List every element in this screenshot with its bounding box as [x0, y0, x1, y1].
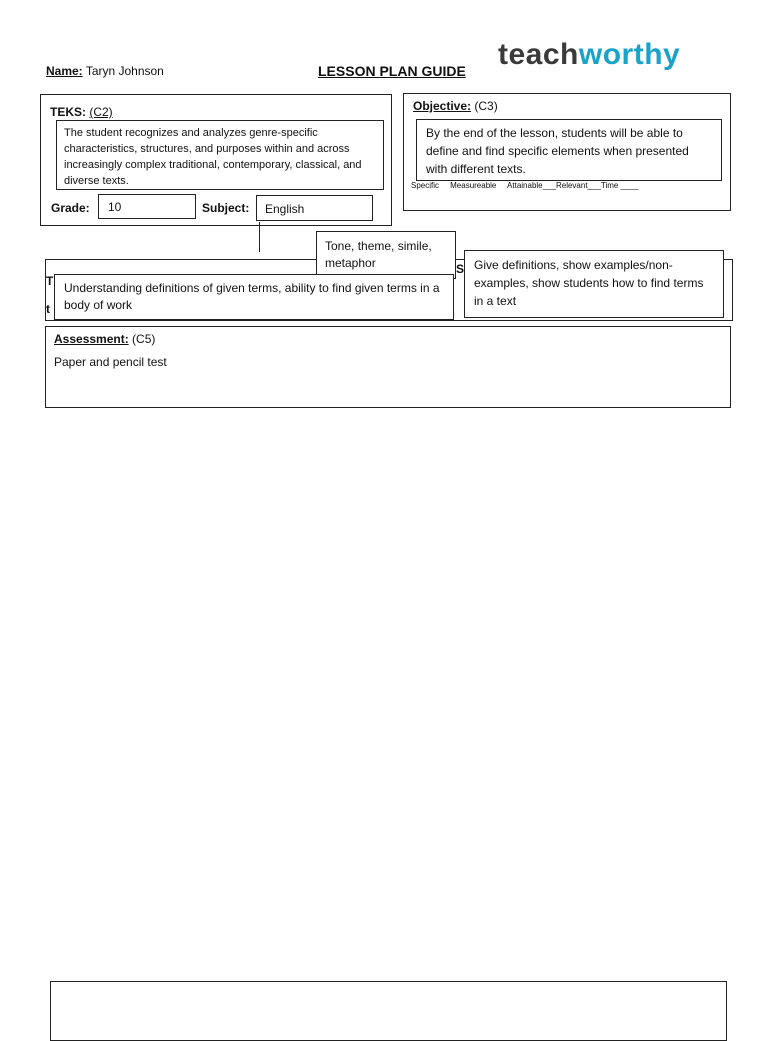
name-label: Name: — [46, 64, 83, 78]
vocabulary-field[interactable]: Tone, theme, simile, metaphor — [316, 231, 456, 279]
logo-part-worthy: worthy — [578, 38, 681, 71]
activities-field[interactable]: Give definitions, show examples/non-examples, show students how to find terms in a text — [464, 250, 724, 318]
logo-part-teach: teach — [498, 38, 579, 71]
teks-text-field[interactable]: The student recognizes and analyzes genre-specific characteristics, structures, and purposes within and across increasingly complex traditional, contemporary, classical, and diverse texts. — [56, 120, 384, 190]
objective-text-field[interactable]: By the end of the lesson, students will be able to define and find specific elements when presented with different texts. — [416, 119, 722, 181]
smart-criteria: Specific Measureable Attainable___Relevant___Time ____ — [411, 181, 639, 190]
name-line — [46, 64, 164, 78]
grade-field[interactable]: 10 — [98, 194, 196, 219]
objective-code: (C3) — [474, 99, 498, 113]
grade-label: Grade: — [51, 201, 90, 215]
subject-label: Subject: — [202, 201, 250, 215]
bottom-empty-box — [50, 981, 727, 1041]
hidden-heading-fragment: S — [456, 262, 465, 276]
teks-code: (C2) — [89, 105, 113, 119]
hidden-heading-fragment: t — [46, 302, 50, 316]
assessment-label: Assessment: — [54, 332, 129, 346]
teachworthy-logo — [498, 38, 680, 72]
teks-label: TEKS: — [50, 105, 86, 119]
skills-field[interactable]: Understanding definitions of given terms, ability to find given terms in a body of work — [54, 274, 454, 320]
name-value: Taryn Johnson — [85, 64, 164, 78]
teks-heading — [50, 105, 113, 119]
objective-heading — [413, 99, 498, 113]
assessment-heading — [54, 332, 155, 346]
assessment-text[interactable]: Paper and pencil test — [54, 355, 167, 369]
connector-line — [259, 222, 260, 252]
page-title: LESSON PLAN GUIDE — [318, 63, 466, 79]
hidden-heading-fragment: T — [46, 274, 54, 288]
assessment-code: (C5) — [132, 332, 156, 346]
objective-label: Objective: — [413, 99, 472, 113]
subject-field[interactable]: English — [256, 195, 373, 221]
